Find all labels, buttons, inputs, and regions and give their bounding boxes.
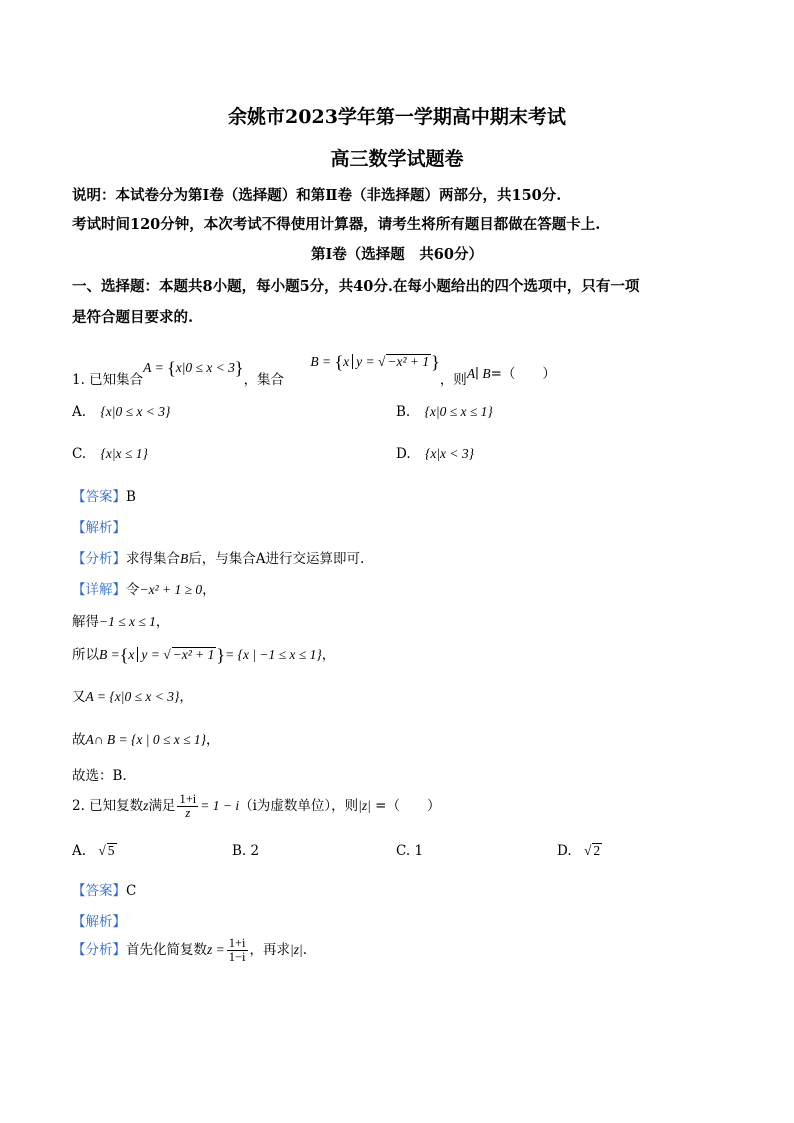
fenxi-text-2: 后，与集合A进行交运算即可. [188, 551, 365, 567]
fenxi-tag: 【分析】 [72, 942, 126, 959]
step-2-end: ， [321, 647, 336, 663]
section-1-line-2: 是符合题目要求的. [72, 309, 194, 326]
set-b-label: B [310, 354, 319, 369]
question-2-suffix: =（ ） [370, 798, 441, 815]
q1-answer [72, 485, 136, 505]
question-2-prefix: 2. 已知复数 [72, 798, 144, 815]
fenxi-abs: |z| [290, 942, 303, 958]
step-2-lhs: B = [99, 647, 120, 662]
step-4-expr: A∩ B = {x | 0 ≤ x ≤ 1} [85, 732, 207, 747]
step-2-y: y = [141, 647, 164, 662]
option-letter: D. [557, 843, 572, 859]
question-1-mid: ，集合 [243, 372, 285, 388]
option-text: {x|0 ≤ x ≤ 1} [424, 404, 493, 419]
question-1: 1. 已知集合A = {x|0 ≤ x < 3}，集合 B = {x y = √ −x² + 1 }，则A∣ B=（ ） [72, 352, 556, 388]
step-4-text: 故 [72, 732, 86, 748]
option-text: {x|x < 3} [424, 446, 475, 461]
fenxi-den: 1−i [228, 950, 246, 965]
q1-detail [72, 578, 216, 598]
step-2-x: x [128, 647, 135, 662]
q2-eq: = 1 − i [200, 798, 240, 814]
detail-end: ， [202, 582, 216, 598]
option-text: 1 [414, 843, 424, 859]
q1-analysis-tag [72, 516, 126, 536]
q2-option-d[interactable]: D. √ 2 [557, 843, 601, 859]
section-1-line-1: 一、选择题：本题共8小题，每小题5分，共40分.在每小题给出的四个选项中，只有一项 [72, 278, 640, 295]
option-letter: A. [72, 843, 87, 859]
option-letter: C. [396, 843, 411, 859]
set-a-label: A [143, 360, 152, 375]
q2-option-c[interactable] [396, 843, 423, 859]
q1-step-3 [72, 685, 193, 705]
step-3-end: ， [179, 689, 193, 705]
q1-step-1 [72, 610, 169, 630]
set-b-y: y = [356, 354, 378, 369]
set-b-sqrt: −x² + 1 [387, 354, 430, 369]
option-text: {x|x ≤ 1} [100, 446, 148, 461]
option-letter: C. [72, 446, 87, 462]
q1-option-d[interactable] [396, 446, 474, 462]
instructions-line-1: 说明：本试卷分为第Ⅰ卷（选择题）和第Ⅱ卷（非选择题）两部分，共150分. [72, 187, 562, 204]
analysis-tag: 【解析】 [72, 520, 126, 536]
q2-abs-z: |z| [358, 798, 371, 814]
option-letter: B. [232, 843, 247, 859]
step-3-expr: A = {x|0 ≤ x < 3} [85, 689, 180, 704]
option-text: 5 [107, 843, 115, 858]
q1-fenxi [72, 547, 364, 567]
q2-var-z: z [143, 798, 149, 814]
q1-conclusion: 故选：B. [72, 768, 127, 784]
q1-option-c[interactable] [72, 446, 148, 462]
step-1-expr: −1 ≤ x ≤ 1 [99, 614, 156, 629]
option-letter: A. [72, 404, 87, 420]
fenxi-end: . [302, 942, 308, 959]
exam-subtitle: 高三数学试题卷 [330, 148, 464, 170]
fenxi-tag: 【分析】 [72, 551, 126, 567]
question-1-prefix: 1. 已知集合 [72, 372, 144, 388]
step-1-text: 解得 [72, 614, 99, 630]
step-1-end: ， [155, 614, 170, 630]
q2-option-a[interactable]: A. √ 5 [72, 843, 115, 859]
detail-expr: −x² + 1 ≥ 0 [139, 582, 203, 597]
answer-tag: 【答案】 [72, 883, 126, 899]
analysis-tag: 【解析】 [72, 914, 126, 930]
part-1-heading: 第Ⅰ卷（选择题 共60分） [311, 246, 483, 263]
set-a-content: x|0 ≤ x < 3 [175, 360, 235, 375]
q2-frac-den: z [185, 806, 191, 821]
question-1-suffix-pre: ，则 [439, 372, 467, 388]
option-text: 2 [593, 843, 601, 858]
answer-value: C [126, 883, 137, 899]
step-2-text: 所以 [72, 647, 99, 663]
q1-option-a[interactable] [72, 404, 170, 420]
option-letter: B. [396, 404, 411, 420]
question-2 [72, 793, 440, 820]
fenxi-lhs: z = [207, 942, 225, 958]
answer-tag: 【答案】 [72, 489, 126, 505]
fenxi-text-1: 求得集合 [126, 551, 180, 567]
fenxi-text-1: 首先化简复数 [126, 942, 207, 959]
q1-step-2: 所以B ={x y = √ −x² + 1 }= {x | −1 ≤ x ≤ 1}， [72, 645, 336, 665]
option-letter: D. [396, 446, 411, 462]
q2-note: （i为虚数单位），则 [239, 798, 359, 815]
fenxi-var: B [180, 551, 189, 566]
q2-analysis-tag [72, 910, 126, 930]
step-3-text: 又 [72, 689, 86, 705]
question-1-expr: A∣ B [466, 366, 491, 381]
step-2-rhs: = {x | −1 ≤ x ≤ 1} [225, 647, 322, 662]
question-2-mid: 满足 [148, 798, 176, 815]
q2-fenxi [72, 937, 307, 964]
set-b-x: x [343, 354, 350, 369]
q1-option-b[interactable] [396, 404, 493, 420]
q2-frac-num: 1+i [179, 792, 197, 806]
q2-option-b[interactable] [232, 843, 259, 859]
fenxi-num: 1+i [228, 936, 246, 950]
exam-title: 余姚市2023学年第一学期高中期末考试 [228, 106, 566, 128]
instructions-line-2: 考试时间120分钟，本次考试不得使用计算器，请考生将所有题目都做在答题卡上. [72, 216, 601, 233]
q1-step-4 [72, 728, 220, 748]
detail-tag: 【详解】 [72, 582, 126, 598]
answer-value: B [126, 489, 136, 505]
step-2-sqrt: −x² + 1 [172, 647, 215, 662]
fenxi-text-2: ，再求 [249, 942, 291, 959]
detail-text: 令 [126, 582, 140, 598]
step-4-end: ， [206, 732, 220, 748]
q2-answer [72, 879, 136, 899]
question-1-suffix: =（ ） [490, 366, 556, 382]
option-text: 2 [250, 843, 260, 859]
option-text: {x|0 ≤ x < 3} [100, 404, 171, 419]
